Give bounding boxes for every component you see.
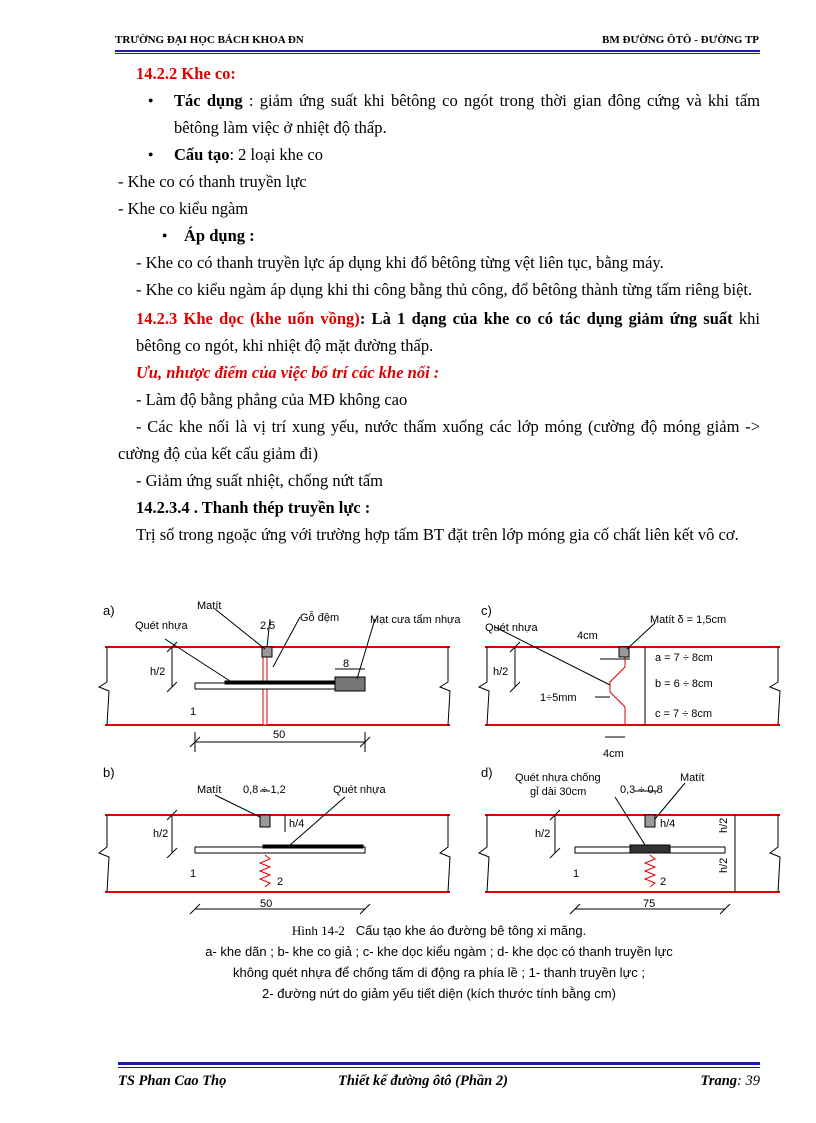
c-h2-label: h/2 [493, 666, 509, 678]
d-h4-label: h/4 [660, 818, 676, 830]
d-quet-1: Quét nhựa chống [515, 772, 601, 784]
b-quet-nhua-label: Quét nhựa [333, 784, 386, 796]
d-h2-vertical: h/2 [718, 817, 730, 833]
text-tac-dung: : giảm ứng suất khi bêtông co ngót trong thời gian đông cứng và khi tấm bêtông làm việc ở nhiệt độ thấp. [174, 91, 761, 137]
paragraph-ap-dung-2: - Khe co kiểu ngàm áp dụng khi thi công bằng thủ công, đổ bêtông thành từng tấm riêng biệt. [136, 280, 753, 299]
paragraph-thanh-thep: Trị số trong ngoặc ứng với trường hợp tấm BT đặt trên lớp móng gia cố chất liên kết vô cơ. [136, 525, 739, 544]
a-dim-25: 2,5 [260, 620, 276, 632]
caption-number: Hình 14-2 [291, 923, 345, 938]
c-dim-15: 1÷5mm [540, 692, 577, 704]
b-dim-label: 0,8 ÷ 1,2 [243, 784, 286, 796]
a-dim-8: 8 [343, 658, 350, 670]
c-a-label: a = 7 ÷ 8cm [655, 652, 713, 664]
b-dim-50: 50 [260, 898, 273, 910]
a-matit-label: Matít [197, 600, 222, 612]
figure-caption [118, 920, 760, 1004]
header-rule-thin [115, 53, 760, 54]
footer-author: TS Phan Cao Thọ [118, 1073, 227, 1089]
header-right: BM ĐƯỜNG ÔTÔ - ĐƯỜNG TP [602, 34, 759, 46]
a-go-dem-label: Gỗ đệm [300, 612, 340, 624]
footer-rule [118, 1062, 760, 1065]
d-quet-2: gỉ dài 30cm [530, 786, 587, 798]
a-quet-nhua-label: Quét nhựa [135, 620, 188, 632]
paragraph-un-1: - Làm độ bằng phẳng của MĐ không cao [136, 390, 408, 409]
figure-joint-details [95, 597, 785, 937]
c-dim-4cm: 4cm [577, 630, 598, 642]
a-dim-50: 50 [273, 729, 286, 741]
c-matit-label: Matít δ = 1,5cm [650, 614, 727, 626]
caption-title: Cấu tạo khe áo đường bê tông xi măng. [355, 923, 587, 938]
b-one-label: 1 [190, 868, 197, 880]
label-cau-tao: Cấu tạo [174, 145, 230, 164]
paragraph-line-1: - Khe co có thanh truyền lực [118, 172, 307, 191]
d-h2-label: h/2 [535, 828, 551, 840]
label-tac-dung: Tác dụng [174, 91, 243, 110]
c-b-label: b = 6 ÷ 8cm [655, 678, 713, 690]
a-h2-label: h/2 [150, 666, 166, 678]
panel-b-label: b) [103, 765, 115, 780]
bullet-ap-dung: ● Áp dụng : [118, 222, 760, 249]
paragraph-ap-dung-1: - Khe co có thanh truyền lực áp dụng khi đổ bêtông từng vệt liên tục, bằng máy. [136, 253, 664, 272]
a-mat-cua-label: Mạt cưa tẩm nhựa [370, 614, 461, 626]
d-two-label: 2 [660, 876, 667, 888]
footer-page [701, 1073, 761, 1090]
d-dim-75: 75 [643, 898, 656, 910]
b-h2-label: h/2 [153, 828, 169, 840]
paragraph-un-2: - Các khe nối là vị trí xung yếu, nước thấm xuống các lớp móng (cường độ móng giảm -> cường độ của kết cấu giảm đi) [118, 417, 760, 463]
footer-page-label: Trang [700, 1073, 738, 1089]
bullet-cau-tao [118, 141, 760, 168]
d-dim-label: 0,3 ÷ 0,8 [620, 784, 663, 796]
b-h4-label: h/4 [289, 818, 305, 830]
caption-line-1 [118, 920, 760, 941]
text-khe-doc-bold: : Là 1 dạng của khe co có tác dụng giảm ứng suất [359, 309, 733, 328]
panel-a-label: a) [103, 603, 115, 618]
paragraph-line-2: - Khe co kiểu ngàm [118, 199, 249, 218]
header-rule [115, 50, 760, 52]
heading-khe-doc: 14.2.3 Khe dọc (khe uốn vồng) [136, 309, 360, 328]
footer-title: Thiết kế đường ôtô (Phần 2) [338, 1073, 508, 1089]
page-header [115, 32, 759, 50]
footer-rule-thin [118, 1067, 760, 1068]
text-khe-doc: khi bêtông co ngót, khi nhiệt độ mặt đường thấp. [136, 309, 760, 355]
caption-line-2: a- khe dãn ; b- khe co giả ; c- khe dọc kiểu ngàm ; d- khe dọc có thanh truyền lực [205, 944, 673, 959]
panel-d-label: d) [481, 765, 493, 780]
a-one-label: 1 [190, 706, 197, 718]
heading-thanh-thep: 14.2.3.4 . Thanh thép truyền lực : [136, 498, 371, 517]
d-one-label: 1 [573, 868, 580, 880]
b-two-label: 2 [277, 876, 284, 888]
c-dim-4cm-bottom: 4cm [603, 748, 624, 760]
d-matit-label: Matít [680, 772, 705, 784]
bullet-tac-dung [118, 87, 760, 141]
c-quet-nhua-label: Quét nhựa [485, 622, 538, 634]
page-body [118, 60, 760, 548]
header-left: TRƯỜNG ĐẠI HỌC BÁCH KHOA ĐN [115, 34, 304, 46]
text-cau-tao: : 2 loại khe co [229, 145, 323, 164]
b-matit-label: Matít [197, 784, 222, 796]
heading-khe-co: 14.2.2 Khe co: [136, 64, 236, 83]
panel-c-label: c) [481, 603, 492, 618]
heading-uu-nhuoc: Ưu, nhược điểm của việc bố trí các khe nối : [136, 363, 440, 382]
paragraph-khe-doc [118, 305, 760, 359]
caption-line-4: 2- đường nứt do giảm yếu tiết diện (kích thước tính bằng cm) [262, 986, 616, 1001]
caption-line-3: không quét nhựa để chống tấm di động ra phía lề ; 1- thanh truyền lực ; [232, 965, 645, 980]
footer-page-number: : 39 [737, 1073, 760, 1089]
paragraph-un-3: - Giảm ứng suất nhiệt, chống nứt tấm [136, 471, 384, 490]
d-h2-vertical-2: h/2 [718, 857, 730, 873]
c-c-label: c = 7 ÷ 8cm [655, 708, 713, 720]
